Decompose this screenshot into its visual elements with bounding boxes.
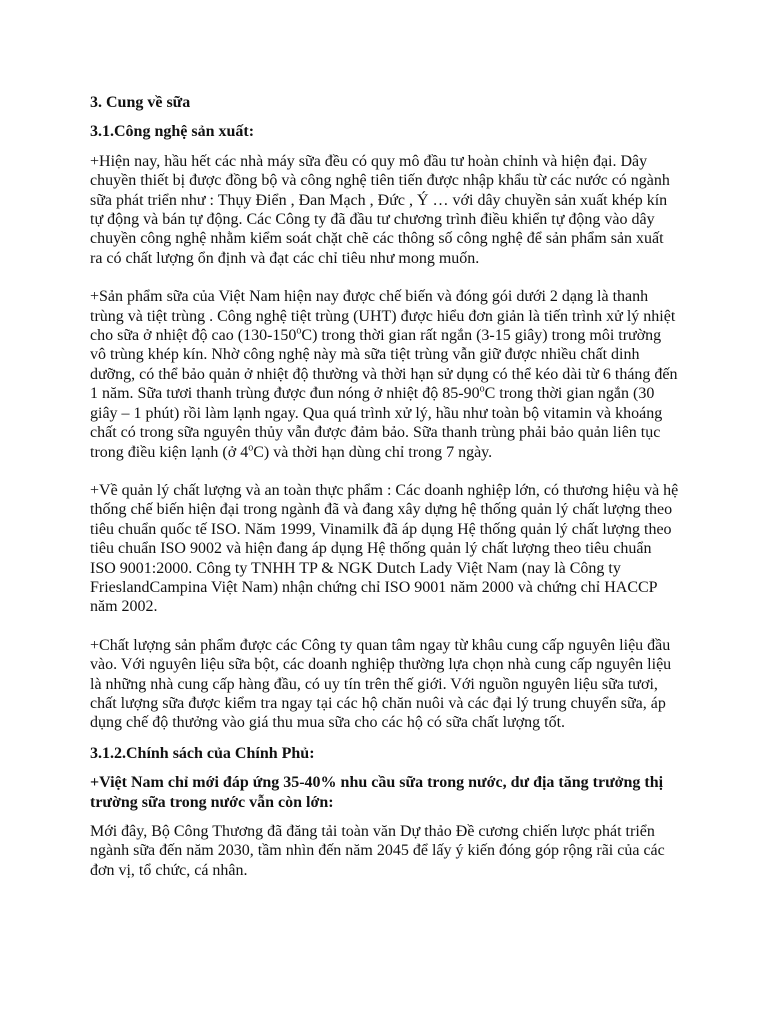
- paragraph-quality-management: +Về quản lý chất lượng và an toàn thực phẩm : Các doanh nghiệp lớn, có thương hiệu và hệ thống chế biến hiện đại trong ngành đã và đang xây dựng hệ thống quản lý chất lượng theo tiêu chuẩn quốc tế ISO. Năm 1999, Vinamilk đã áp dụng Hệ thống quản lý chất lượng theo tiêu chuẩn ISO 9002 và hiện đang áp dụng Hệ thống quản lý chất lượng theo tiêu chuẩn ISO 9001:2000. Công ty TNHH TP & NGK Dutch Lady Việt Nam (nay là Công ty FrieslandCampina Việt Nam) nhận chứng chỉ ISO 9001 năm 2000 và chứng chỉ HACCP năm 2002.: [90, 481, 679, 616]
- paragraph-processing-part-4: C) và thời hạn dùng chỉ trong 7 ngày.: [253, 443, 493, 461]
- paragraph-processing-part-3: C trong thời gian ngắn (30 giây – 1 phút) rồi làm lạnh ngay. Qua quá trình xử lý, hầu như toàn bộ vitamin và khoáng chất có trong sữa nguyên thủy vẫn được đảm bảo. Sữa thanh trùng phải bảo quản liên tục trong điều kiện lạnh (ở 4: [90, 385, 663, 461]
- paragraph-spacer: [90, 617, 680, 636]
- paragraph-processing: [90, 287, 680, 462]
- degree-superscript: o: [479, 383, 485, 395]
- paragraph-technology: +Hiện nay, hầu hết các nhà máy sữa đều có quy mô đầu tư hoàn chỉnh và hiện đại. Dây chuyền thiết bị được đồng bộ và công nghệ tiên tiến được nhập khẩu từ các nước có ngành sữa phát triển như : Thụy Điển , Đan Mạch , Đức , Ý … với dây chuyền sản xuất khép kín tự động và bán tự động. Các Công ty đã đầu tư chương trình điều khiển tự động vào dây chuyền công nghệ nhằm kiểm soát chặt chẽ các thông số công nghệ để sản phẩm sản xuất ra có chất lượng ổn định và đạt các chỉ tiêu như mong muốn.: [90, 152, 670, 267]
- paragraph-processing-part-1: +Sản phẩm sữa của Việt Nam hiện nay được chế biến và đóng gói dưới 2 dạng là thanh trùng và tiệt trùng . Công nghệ tiệt trùng (UHT) được hiểu đơn giản là tiến trình xử lý nhiệt cho sữa ở nhiệt độ cao (130-150: [90, 288, 676, 345]
- paragraph-spacer: [90, 268, 680, 287]
- section-heading-3-1: 3.1.Công nghệ sản xuất:: [90, 123, 255, 141]
- paragraph-strategy: Mới đây, Bộ Công Thương đã đăng tải toàn văn Dự thảo Đề cương chiến lược phát triển ngành sữa đến năm 2030, tầm nhìn đến năm 2045 để lấy ý kiến đóng góp rộng rãi của các đơn vị, tổ chức, cá nhân.: [90, 823, 665, 879]
- bold-statement: +Việt Nam chỉ mới đáp ứng 35-40% nhu cầu sữa trong nước, dư địa tăng trưởng thị trường sữa trong nước vẫn còn lớn:: [90, 774, 664, 811]
- document-page: [90, 90, 680, 880]
- degree-superscript: o: [296, 325, 302, 337]
- paragraph-processing-part-2: C) trong thời gian rất ngắn (3-15 giây) trong môi trường vô trùng khép kín. Nhờ công nghệ này mà sữa tiệt trùng vẫn giữ được nhiều chất dinh dưỡng, có thể bảo quản ở nhiệt độ thường và thời hạn sử dụng có thể kéo dài từ 6 tháng đến 1 năm. Sữa tươi thanh trùng được đun nóng ở nhiệt độ 85-90: [90, 327, 678, 403]
- degree-superscript: o: [248, 442, 254, 454]
- paragraph-raw-materials: +Chất lượng sản phẩm được các Công ty quan tâm ngay từ khâu cung cấp nguyên liệu đầu vào. Với nguyên liệu sữa bột, các doanh nghiệp thường lựa chọn nhà cung cấp nguyên liệu là những nhà cung cấp hàng đầu, có uy tín trên thế giới. Với nguồn nguyên liệu sữa tươi, chất lượng sữa được kiểm tra ngay tại các hộ chăn nuôi và các đại lý trung chuyển sữa, áp dụng chế độ thưởng vào giá thu mua sữa cho các hộ có sữa chất lượng tốt.: [90, 636, 672, 732]
- section-heading-3-1-2: 3.1.2.Chính sách của Chính Phủ:: [90, 744, 315, 762]
- paragraph-spacer: [90, 462, 680, 481]
- section-heading-3: 3. Cung về sữa: [90, 94, 191, 111]
